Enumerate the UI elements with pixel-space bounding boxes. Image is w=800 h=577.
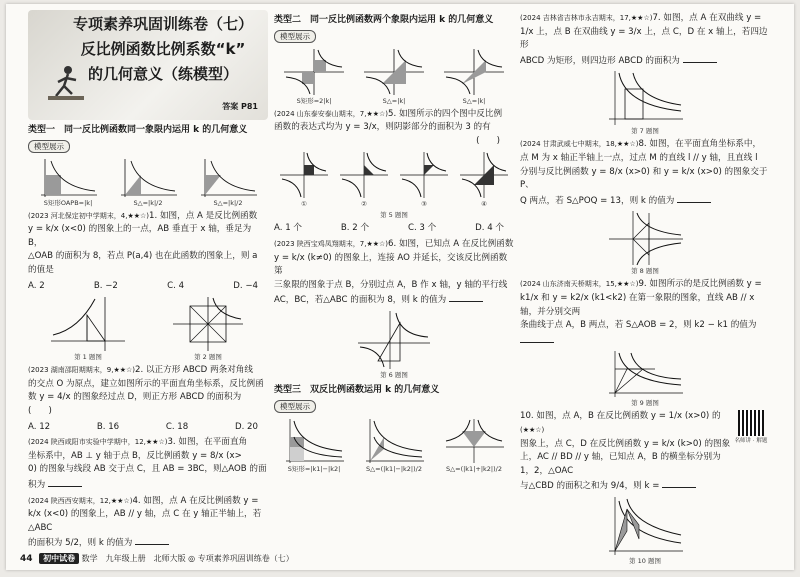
model-figure <box>197 157 259 208</box>
figure-caption: 第 8 题图 <box>631 267 659 276</box>
model-caption: S△=(|k1|+|k2|)/2 <box>446 464 502 473</box>
figure-caption: 第 5 题图 <box>380 211 408 220</box>
answer-blank[interactable] <box>683 53 717 63</box>
model-figure <box>442 417 506 474</box>
model-figures-1 <box>28 157 268 208</box>
question-10: 10. 如图，点 A，B 在反比例函数 y = 1/x (x>0) 的(★★☆) 图象上，点 C，D 在反比例函数 y = k/x (k>0) 的图象 上，AC // BD // y 轴，已知点 A，B 的横坐标分别为 1，2，△OAC 与△CBD 的面积之和为 9/4，则 k = 名师讲 · 解题 <box>520 411 768 492</box>
model-caption: S△=(|k1|−|k2|)/2 <box>366 464 422 473</box>
question-7: (2024 吉林省吉林市永吉期末，17,★★☆)7. 如图，点 A 在双曲线 y = 1/x 上，点 B 在双曲线 y = 3/x 上，点 C，D 在 x 轴上，若四边形 ABCD 为矩形，则四边形 ABCD 的面积为 <box>520 13 768 66</box>
model-tag: 模型展示 <box>274 30 316 43</box>
model-caption: S△=|k| <box>382 96 406 105</box>
footer-info: 数学 九年级上册 北师大版 ◎ 专项素养巩固训练卷（七） <box>81 554 294 563</box>
figure-label: ② <box>361 200 367 209</box>
figure-q5-2 <box>338 150 390 209</box>
model-caption: S△=|k|/2 <box>213 198 243 207</box>
option-a[interactable]: A. 12 <box>28 421 51 432</box>
option-b[interactable]: B. 2 个 <box>340 223 370 234</box>
column-1 <box>28 10 268 552</box>
figure-label: ③ <box>421 200 427 209</box>
question-9: (2024 山东济南天桥期末，15,★★☆)9. 如图所示的是反比例函数 y = k1/x 和 y = k2/x (k1<k2) 在第一象限的图象，直线 AB // x 轴，并分别交两 条曲线于点 A，B 两点，若 S△AOB = 2，则 k2 − k1 的值为 <box>520 278 770 348</box>
option-c[interactable]: C. 3 个 <box>407 223 437 234</box>
option-a[interactable]: A. 1 个 <box>274 223 302 234</box>
banner-line-2: 反比例函数比例系数“k” <box>80 40 246 58</box>
section-1-heading: 类型一 同一反比例函数同一象限内运用 k 的几何意义 <box>28 125 248 135</box>
answer-blank[interactable] <box>520 333 554 343</box>
figures-q5 <box>274 150 514 209</box>
model-figure <box>37 157 99 208</box>
model-caption: S△=|k| <box>462 96 486 105</box>
figure-q9 <box>520 349 770 408</box>
model-figure <box>442 47 506 106</box>
answer-ref: 答案 P81 <box>222 102 258 112</box>
model-caption: S矩形=|k1|−|k2| <box>287 464 341 473</box>
model-caption: S△=|k|/2 <box>133 198 163 207</box>
column-2 <box>274 10 514 476</box>
figure-label: ① <box>301 200 307 209</box>
page-number: 44 <box>20 554 33 564</box>
option-d[interactable]: D. 4 个 <box>475 223 504 234</box>
column-3 <box>520 10 770 566</box>
answer-blank[interactable] <box>677 193 711 203</box>
model-tag: 模型展示 <box>274 400 316 413</box>
figure-q1 <box>49 295 127 362</box>
option-c[interactable]: C. 18 <box>165 421 189 432</box>
question-5-options <box>274 222 514 236</box>
question-6: (2023 陕西宝鸡凤翔期末，7,★★☆)6. 如图，已知点 A 在反比例函数 y = k/x (k≠0) 的图象上，连接 AO 并延长，交该反比例函数第 三象限的图象于点 B，分别过点 A，B 作 x 轴，y 轴的平行线 AC，BC，若△ABC 的面积为 8，则 k 的值为 <box>274 238 514 306</box>
question-1-options <box>28 280 268 294</box>
model-figure <box>117 157 179 208</box>
figures-q1-q2 <box>28 295 268 362</box>
figure-q7 <box>520 69 770 136</box>
model-figures-3 <box>274 417 514 474</box>
qr-caption: 名师讲 · 解题 <box>734 438 768 445</box>
model-figure <box>282 47 346 106</box>
option-b[interactable]: B. 16 <box>96 421 120 432</box>
option-b[interactable]: B. −2 <box>93 280 118 291</box>
section-3-heading: 类型三 双反比例函数运用 k 的几何意义 <box>274 384 440 395</box>
figure-caption: 第 2 题图 <box>194 353 222 362</box>
model-figure <box>282 417 346 474</box>
figure-q5-4 <box>458 150 510 209</box>
brand-badge: 初中试卷 <box>39 553 79 564</box>
model-tag: 模型展示 <box>28 140 70 153</box>
title-banner <box>28 10 268 120</box>
option-d[interactable]: D. −4 <box>233 280 258 291</box>
question-2-options <box>28 421 268 435</box>
model-figure <box>362 47 426 106</box>
figure-caption: 第 1 题图 <box>74 353 102 362</box>
figure-q2 <box>169 295 247 362</box>
banner-line-1: 专项素养巩固训练卷（七） <box>72 15 253 33</box>
answer-blank[interactable] <box>449 292 483 302</box>
question-8: (2024 甘肃武威七中期末，18,★★☆)8. 如图，在平面直角坐标系中， 点 M 为 x 轴正半轴上一点，过点 M 的直线 l // y 轴，且直线 l 分别与反比例函数 y = 8/x (x>0) 和 y = k/x (x>0) 的图象交于 P、 Q 两点，若 S△POQ = 13，则 k 的值为 <box>520 139 768 206</box>
option-c[interactable]: C. 4 <box>167 280 185 291</box>
figure-q10 <box>520 495 770 566</box>
runner-illustration <box>46 62 86 102</box>
question-2: (2023 湖南邵阳期期末，9,★★☆)2. 以正方形 ABCD 两条对角线 的交点 O 为原点，建立如图所示的平面直角坐标系，反比例函 数 y = 4/x 的图象经过点 D，则正方形 ABCD 的面积为 ( ) <box>28 365 264 416</box>
qr-code[interactable] <box>738 410 764 436</box>
answer-blank[interactable] <box>135 535 169 545</box>
page-footer <box>20 553 294 564</box>
figure-q5-1 <box>278 150 330 209</box>
model-figure <box>362 417 426 474</box>
figure-caption: 第 9 题图 <box>631 399 659 408</box>
banner-line-3: 的几何意义（练模型） <box>87 65 238 83</box>
figure-caption: 第 10 题图 <box>629 556 661 565</box>
figure-label: ④ <box>481 200 487 209</box>
section-2-heading: 类型二 同一反比例函数两个象限内运用 k 的几何意义 <box>274 15 494 25</box>
model-caption: S矩形=2|k| <box>296 96 332 105</box>
question-5: (2024 山东泰安泰山期末，7,★★☆)5. 如图所示的四个图中反比例 函数的表达式均为 y = 3/x，则阴影部分的面积为 3 的有 ( ) <box>274 108 503 146</box>
figure-caption: 第 6 题图 <box>380 370 408 379</box>
figure-q6 <box>274 309 514 380</box>
question-3: (2024 陕西咸阳市实验中学期中，12,★★☆)3. 如图，在平面直角 坐标系中，AB ⊥ y 轴于点 B，反比例函数 y = 8/x (x> 0) 的图象与线段 AB 交于点 C，且 AB = 3BC，则△AOB 的面 积为 <box>28 437 267 490</box>
exam-page <box>6 4 794 570</box>
figure-caption: 第 7 题图 <box>631 127 659 136</box>
model-figures-2 <box>274 47 514 106</box>
answer-blank[interactable] <box>662 478 696 488</box>
option-d[interactable]: D. 20 <box>234 421 258 432</box>
model-caption: S矩形OAPB=|k| <box>43 198 93 207</box>
answer-blank[interactable] <box>48 477 82 487</box>
figure-q5-3 <box>398 150 450 209</box>
question-4: (2024 陕西西安期末，12,★★☆)4. 如图，点 A 在反比例函数 y = k/x (x<0) 的图象上，AB // y 轴，点 C 在 y 轴正半轴上，若△ABC 的面积为 5/2，则 k 的值为 <box>28 495 262 549</box>
question-1: (2023 河北保定初中学期末，4,★★☆)1. 如图，点 A 是反比例函数 y = k/x (x<0) 的图象上的一点，AB 垂直于 x 轴，垂足为 B， △OAB 的面积为 8，若点 P(a,4) 也在此函数的图象上，则 a 的值是 <box>28 210 258 275</box>
figure-q8 <box>520 209 770 276</box>
option-a[interactable]: A. 2 <box>28 280 45 291</box>
